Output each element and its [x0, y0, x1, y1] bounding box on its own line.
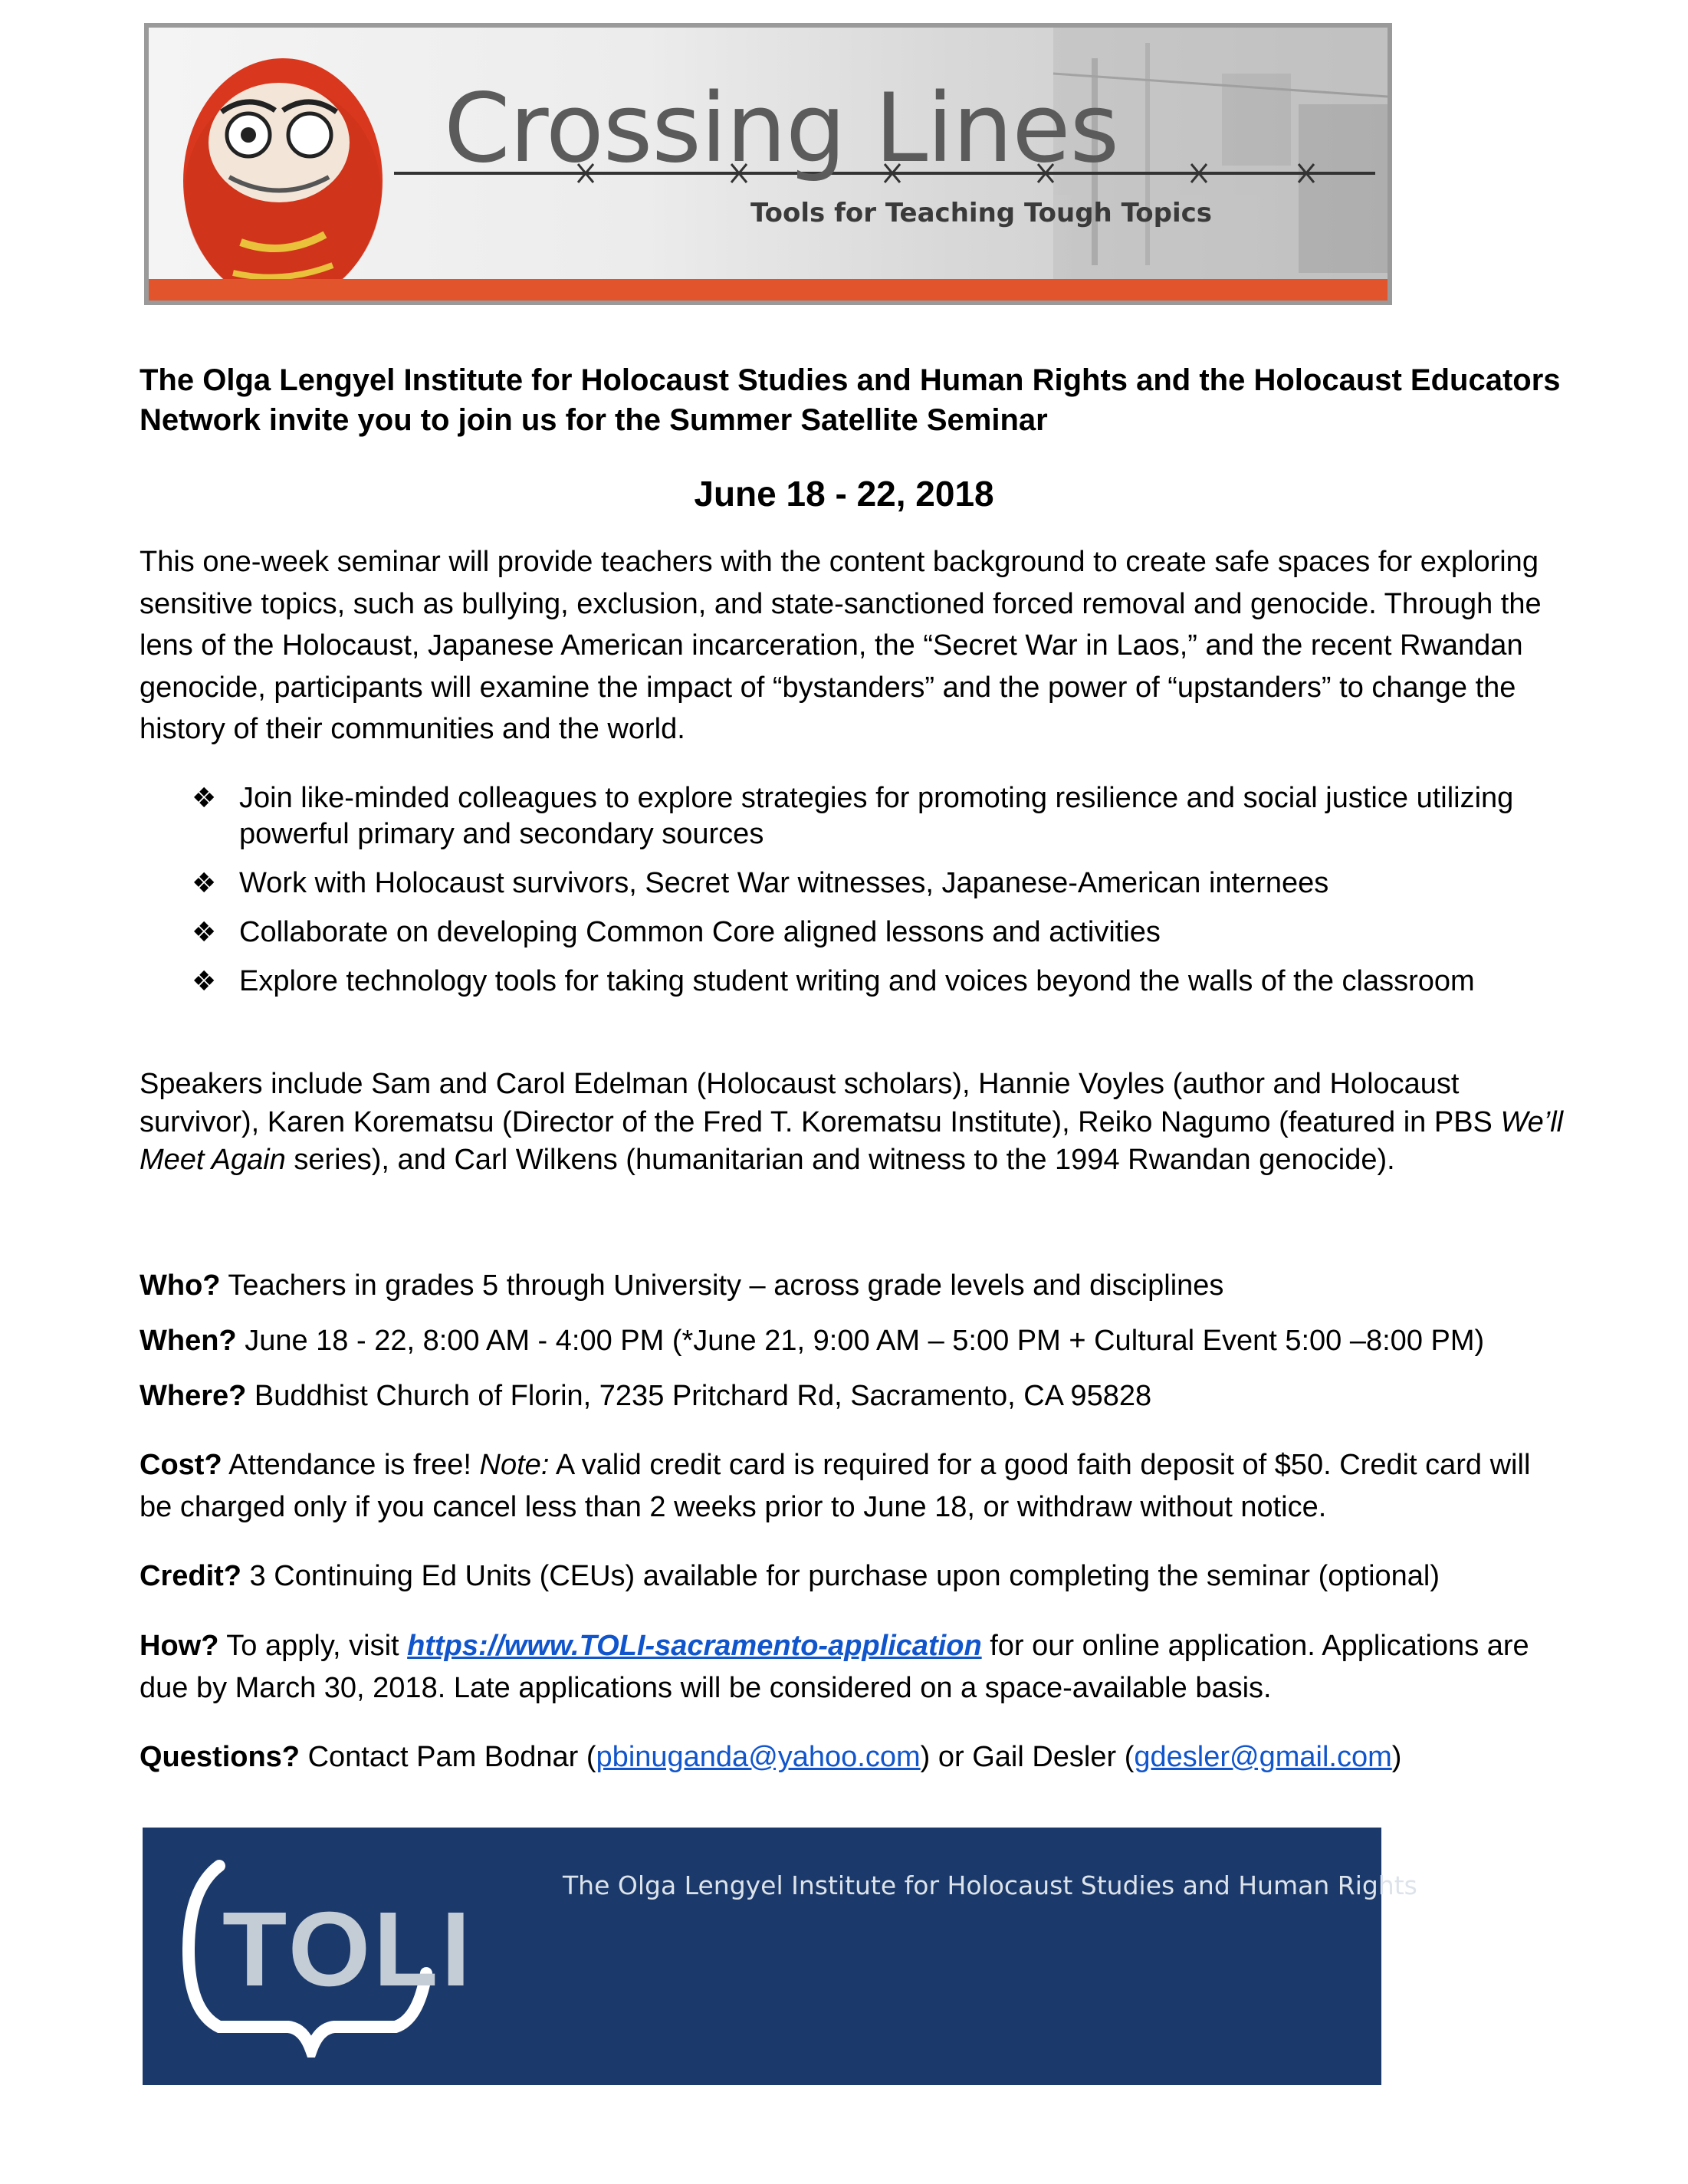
toli-tagline: The Olga Lengyel Institute for Holocaust Studies and Human Rights [563, 1870, 1417, 1900]
crossing-lines-banner [144, 23, 1392, 305]
how-label: How? [140, 1630, 219, 1662]
speakers-paragraph [140, 1066, 1565, 1180]
questions-label: Questions? [140, 1741, 300, 1773]
who-label: Who? [140, 1269, 221, 1302]
list-item [140, 865, 1581, 902]
cost-text-detail: A valid credit card is required for a good faith deposit of $50. Credit card will be charged only if you cancel less than 2 weeks prior to June 18, or withdraw without notice. [140, 1449, 1531, 1523]
when-text: June 18 - 22, 8:00 AM - 4:00 PM (*June 21, 9:00 AM – 5:00 PM + Cultural Event 5:00 –8:00 PM) [236, 1325, 1485, 1357]
how-text: To apply, visit [218, 1630, 408, 1662]
who-text: Teachers in grades 5 through University – across grade levels and disciplines [220, 1269, 1224, 1302]
seminar-description: This one-week seminar will provide teachers with the content background to create safe spaces for exploring sensitive topics, such as bullying, exclusion, and state-sanctioned forced removal and genocide. Through the lens of the Holocaust, Japanese American incarceration, the “Secret War in Laos,” and the recent Rwandan genocide, participants will examine the impact of “bystanders” and the power of “upstanders” to change the history of their communities and the world. [140, 546, 1542, 745]
credit-label: Credit? [140, 1560, 241, 1592]
diamond-bullet-icon: ❖ [192, 966, 217, 997]
diamond-bullet-icon: ❖ [192, 868, 217, 899]
list-item-text: Work with Holocaust survivors, Secret War witnesses, Japanese-American internees [239, 867, 1329, 899]
where-line [140, 1375, 1581, 1417]
how-text-detail: for our online application. Applications are due by March 30, 2018. Late applications will be considered on a space-available basis. [140, 1630, 1529, 1704]
questions-line [140, 1736, 1581, 1778]
banner-stripe [149, 279, 1388, 301]
toli-footer-banner [143, 1828, 1417, 2085]
seminar-date: June 18 - 22, 2018 [694, 474, 994, 514]
list-item-text: Join like-minded colleagues to explore strategies for promoting resilience and social justice utilizing powerful primary and secondary sources [239, 782, 1514, 850]
cost-label: Cost? [140, 1449, 222, 1481]
cost-note: Note: [479, 1449, 550, 1481]
where-text: Buddhist Church of Florin, 7235 Pritchard Rd, Sacramento, CA 95828 [246, 1380, 1152, 1412]
daruma-doll-icon [183, 58, 383, 301]
toli-logo-text: TOLI [222, 1890, 474, 2008]
list-item-text: Explore technology tools for taking student writing and voices beyond the walls of the classroom [239, 965, 1475, 997]
banner-subtitle: Tools for Teaching Tough Topics [750, 198, 1212, 228]
cost-line [140, 1444, 1565, 1528]
where-label: Where? [140, 1380, 247, 1412]
invitation-heading: The Olga Lengyel Institute for Holocaust Studies and Human Rights and the Holocaust Educators Network invite you to join us for the Summer Satellite Seminar [140, 363, 1561, 437]
credit-text: 3 Continuing Ed Units (CEUs) available for purchase upon completing the seminar (optional) [241, 1560, 1440, 1592]
diamond-bullet-icon: ❖ [192, 917, 217, 948]
speakers-text: Speakers include Sam and Carol Edelman (Holocaust scholars), Hannie Voyles (author and Holocaust survivor), Karen Korematsu (Director of the Fred T. Korematsu Institute), Reiko Nagumo (featured in PBS [140, 1068, 1501, 1138]
speakers-text-end: series), and Carl Wilkens (humanitarian and witness to the 1994 Rwandan genocide). [285, 1144, 1395, 1176]
how-line [140, 1625, 1565, 1709]
email-link-gail[interactable]: gdesler@gmail.com [1134, 1741, 1392, 1773]
when-line [140, 1320, 1581, 1362]
credit-line [140, 1555, 1581, 1598]
list-item [140, 780, 1581, 852]
banner-title: Crossing Lines [444, 74, 1119, 184]
cost-text: Attendance is free! [222, 1449, 480, 1481]
application-link[interactable]: https://www.TOLI-sacramento-application [407, 1630, 982, 1662]
diamond-bullet-icon: ❖ [192, 783, 217, 814]
list-item [140, 964, 1581, 1000]
list-item-text: Collaborate on developing Common Core aligned lessons and activities [239, 916, 1161, 948]
benefits-list [140, 780, 1581, 1013]
questions-text-mid: ) or Gail Desler ( [920, 1741, 1135, 1773]
when-label: When? [140, 1325, 237, 1357]
questions-text: Contact Pam Bodnar ( [300, 1741, 596, 1773]
series-title: We’ll Meet Again [140, 1105, 1564, 1176]
who-line [140, 1265, 1581, 1307]
list-item [140, 915, 1581, 951]
email-link-pam[interactable]: pbinuganda@yahoo.com [596, 1741, 921, 1773]
questions-text-end: ) [1391, 1741, 1402, 1773]
